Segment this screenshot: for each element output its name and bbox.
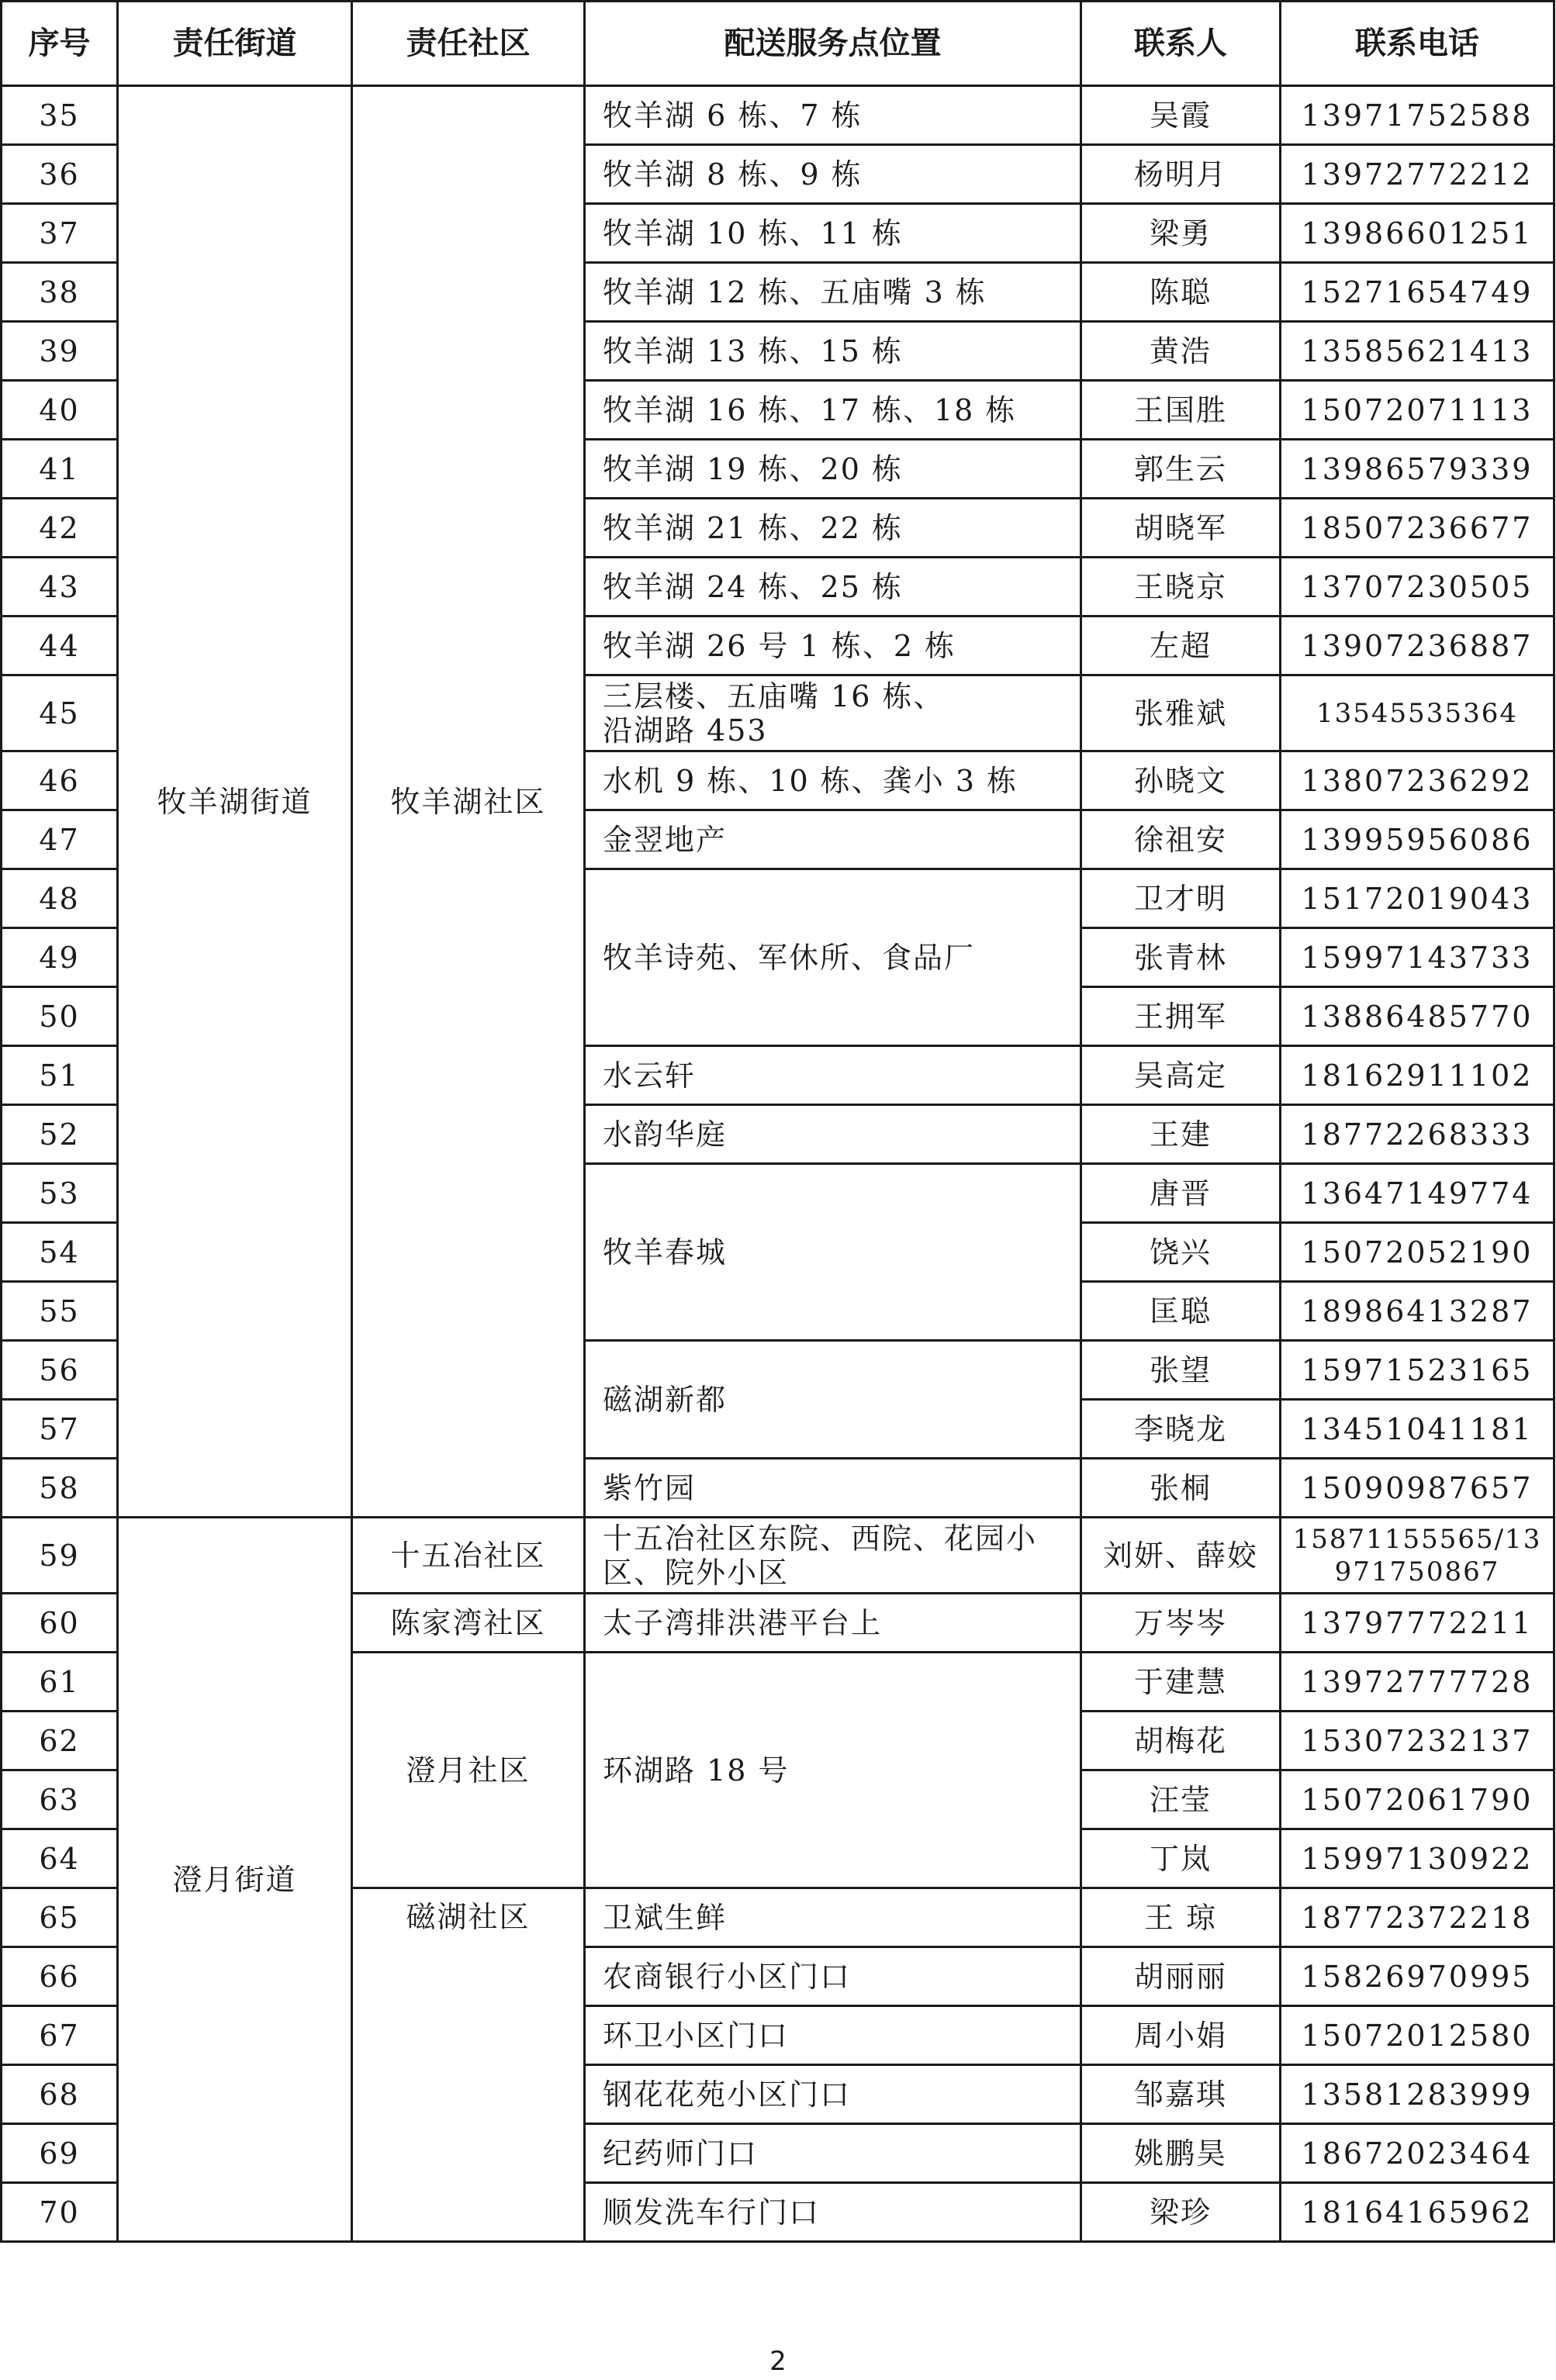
street-cell: 澄月街道 — [118, 1518, 352, 2242]
contact-cell: 匡聪 — [1081, 1282, 1281, 1341]
contact-cell: 周小娟 — [1081, 2006, 1281, 2065]
phone-line: 15871155565/13 — [1292, 1523, 1542, 1555]
phone-cell: 18162911102 — [1281, 1046, 1554, 1105]
header-community: 责任社区 — [352, 2, 585, 86]
seq-cell: 64 — [2, 1829, 118, 1888]
location-cell: 金翌地产 — [585, 810, 1081, 869]
contact-cell: 王晓京 — [1081, 558, 1281, 617]
seq-cell: 59 — [2, 1518, 118, 1594]
contact-cell: 黄浩 — [1081, 322, 1281, 381]
seq-cell: 53 — [2, 1164, 118, 1223]
contact-cell: 丁岚 — [1081, 1829, 1281, 1888]
seq-cell: 37 — [2, 204, 118, 263]
contact-cell: 姚鹏昊 — [1081, 2124, 1281, 2183]
seq-cell: 38 — [2, 263, 118, 322]
location-cell: 牧羊湖 26 号 1 栋、2 栋 — [585, 617, 1081, 675]
location-cell: 农商银行小区门口 — [585, 1947, 1081, 2006]
contact-cell: 张雅斌 — [1081, 675, 1281, 751]
location-cell: 纪药师门口 — [585, 2124, 1081, 2183]
location-cell — [585, 1518, 1081, 1594]
contact-cell: 杨明月 — [1081, 145, 1281, 204]
header-phone: 联系电话 — [1281, 2, 1554, 86]
contact-cell: 万岑岑 — [1081, 1594, 1281, 1653]
location-cell: 牧羊湖 13 栋、15 栋 — [585, 322, 1081, 381]
seq-cell: 43 — [2, 558, 118, 617]
location-cell: 卫斌生鲜 — [585, 1888, 1081, 1947]
seq-cell: 58 — [2, 1459, 118, 1518]
seq-cell: 47 — [2, 810, 118, 869]
street-cell: 牧羊湖街道 — [118, 86, 352, 1518]
contact-cell: 张桐 — [1081, 1459, 1281, 1518]
seq-cell: 52 — [2, 1105, 118, 1164]
seq-cell: 56 — [2, 1341, 118, 1400]
header-contact: 联系人 — [1081, 2, 1281, 86]
phone-cell: 13545535364 — [1281, 675, 1554, 751]
contact-cell: 邹嘉琪 — [1081, 2065, 1281, 2124]
contact-cell: 陈聪 — [1081, 263, 1281, 322]
phone-cell: 13972777728 — [1281, 1653, 1554, 1712]
seq-cell: 70 — [2, 2183, 118, 2242]
location-cell: 钢花花苑小区门口 — [585, 2065, 1081, 2124]
header-location: 配送服务点位置 — [585, 2, 1081, 86]
community-cell: 陈家湾社区 — [352, 1594, 585, 1653]
location-cell: 太子湾排洪港平台上 — [585, 1594, 1081, 1653]
header-seq: 序号 — [2, 2, 118, 86]
seq-cell: 46 — [2, 751, 118, 810]
location-cell: 牧羊湖 16 栋、17 栋、18 栋 — [585, 381, 1081, 440]
contact-cell: 吴高定 — [1081, 1046, 1281, 1105]
location-cell: 牧羊湖 10 栋、11 栋 — [585, 204, 1081, 263]
phone-cell — [1281, 1518, 1554, 1594]
seq-cell: 62 — [2, 1712, 118, 1770]
phone-cell: 13907236887 — [1281, 617, 1554, 675]
phone-cell: 13986601251 — [1281, 204, 1554, 263]
seq-cell: 63 — [2, 1770, 118, 1829]
seq-cell: 66 — [2, 1947, 118, 2006]
location-cell: 牧羊湖 6 栋、7 栋 — [585, 86, 1081, 145]
community-cell: 磁湖社区 — [352, 1888, 585, 2242]
contact-cell: 张青林 — [1081, 928, 1281, 987]
contact-cell: 徐祖安 — [1081, 810, 1281, 869]
contact-cell: 王国胜 — [1081, 381, 1281, 440]
phone-cell: 13995956086 — [1281, 810, 1554, 869]
location-cell — [585, 675, 1081, 751]
seq-cell: 69 — [2, 2124, 118, 2183]
location-cell: 牧羊诗苑、军休所、食品厂 — [585, 869, 1081, 1046]
location-cell: 牧羊湖 19 栋、20 栋 — [585, 440, 1081, 499]
contact-cell: 郭生云 — [1081, 440, 1281, 499]
community-cell: 十五冶社区 — [352, 1518, 585, 1594]
seq-cell: 67 — [2, 2006, 118, 2065]
contact-cell: 刘妍、薛姣 — [1081, 1518, 1281, 1594]
phone-cell: 15072052190 — [1281, 1223, 1554, 1282]
contact-cell: 饶兴 — [1081, 1223, 1281, 1282]
seq-cell: 54 — [2, 1223, 118, 1282]
community-cell: 澄月社区 — [352, 1653, 585, 1888]
location-cell: 水机 9 栋、10 栋、龚小 3 栋 — [585, 751, 1081, 810]
location-cell: 环湖路 18 号 — [585, 1653, 1081, 1888]
phone-cell: 15172019043 — [1281, 869, 1554, 928]
header-row — [2, 2, 1554, 86]
location-cell: 牧羊湖 21 栋、22 栋 — [585, 499, 1081, 558]
phone-cell: 15971523165 — [1281, 1341, 1554, 1400]
phone-cell: 15271654749 — [1281, 263, 1554, 322]
seq-cell: 55 — [2, 1282, 118, 1341]
phone-cell: 13585621413 — [1281, 322, 1554, 381]
seq-cell: 40 — [2, 381, 118, 440]
seq-cell: 61 — [2, 1653, 118, 1712]
location-cell: 磁湖新都 — [585, 1341, 1081, 1459]
phone-cell: 15826970995 — [1281, 1947, 1554, 2006]
contact-cell: 王建 — [1081, 1105, 1281, 1164]
phone-cell: 18507236677 — [1281, 499, 1554, 558]
contact-cell: 孙晓文 — [1081, 751, 1281, 810]
phone-cell: 15307232137 — [1281, 1712, 1554, 1770]
contact-cell: 胡梅花 — [1081, 1712, 1281, 1770]
phone-cell: 13807236292 — [1281, 751, 1554, 810]
phone-cell: 13707230505 — [1281, 558, 1554, 617]
phone-line: 971750867 — [1334, 1556, 1500, 1587]
location-cell: 紫竹园 — [585, 1459, 1081, 1518]
seq-cell: 42 — [2, 499, 118, 558]
table-row — [2, 1518, 1554, 1594]
location-cell: 环卫小区门口 — [585, 2006, 1081, 2065]
seq-cell: 51 — [2, 1046, 118, 1105]
phone-cell: 18986413287 — [1281, 1282, 1554, 1341]
contact-cell: 李晓龙 — [1081, 1400, 1281, 1459]
contact-cell: 张望 — [1081, 1341, 1281, 1400]
location-line: 区、院外小区 — [603, 1555, 790, 1590]
phone-cell: 13581283999 — [1281, 2065, 1554, 2124]
phone-cell: 15072061790 — [1281, 1770, 1554, 1829]
location-cell: 牧羊湖 24 栋、25 栋 — [585, 558, 1081, 617]
seq-cell: 57 — [2, 1400, 118, 1459]
page-number: 2 — [769, 2346, 787, 2377]
contact-cell: 于建慧 — [1081, 1653, 1281, 1712]
contact-cell: 唐晋 — [1081, 1164, 1281, 1223]
phone-cell: 13971752588 — [1281, 86, 1554, 145]
contact-cell: 左超 — [1081, 617, 1281, 675]
contact-cell: 胡晓军 — [1081, 499, 1281, 558]
phone-cell: 15090987657 — [1281, 1459, 1554, 1518]
contact-cell: 梁勇 — [1081, 204, 1281, 263]
contact-cell: 王 琼 — [1081, 1888, 1281, 1947]
phone-cell: 15997130922 — [1281, 1829, 1554, 1888]
contact-cell: 吴霞 — [1081, 86, 1281, 145]
location-cell: 牧羊春城 — [585, 1164, 1081, 1341]
seq-cell: 48 — [2, 869, 118, 928]
phone-cell: 18164165962 — [1281, 2183, 1554, 2242]
phone-cell: 13972772212 — [1281, 145, 1554, 204]
seq-cell: 36 — [2, 145, 118, 204]
contact-cell: 汪莹 — [1081, 1770, 1281, 1829]
location-line: 沿湖路 453 — [603, 713, 768, 748]
phone-cell: 18772268333 — [1281, 1105, 1554, 1164]
phone-cell: 15072012580 — [1281, 2006, 1554, 2065]
phone-cell: 13886485770 — [1281, 987, 1554, 1046]
phone-cell: 13986579339 — [1281, 440, 1554, 499]
community-cell: 牧羊湖社区 — [352, 86, 585, 1518]
seq-cell: 49 — [2, 928, 118, 987]
location-cell: 水韵华庭 — [585, 1105, 1081, 1164]
phone-cell: 18672023464 — [1281, 2124, 1554, 2183]
seq-cell: 41 — [2, 440, 118, 499]
seq-cell: 39 — [2, 322, 118, 381]
phone-cell: 15072071113 — [1281, 381, 1554, 440]
location-cell: 牧羊湖 8 栋、9 栋 — [585, 145, 1081, 204]
seq-cell: 45 — [2, 675, 118, 751]
seq-cell: 44 — [2, 617, 118, 675]
phone-cell: 15997143733 — [1281, 928, 1554, 987]
seq-cell: 35 — [2, 86, 118, 145]
contact-cell: 梁珍 — [1081, 2183, 1281, 2242]
phone-cell: 13647149774 — [1281, 1164, 1554, 1223]
location-cell: 顺发洗车行门口 — [585, 2183, 1081, 2242]
seq-cell: 65 — [2, 1888, 118, 1947]
phone-cell: 13451041181 — [1281, 1400, 1554, 1459]
contact-cell: 王拥军 — [1081, 987, 1281, 1046]
location-line: 十五冶社区东院、西院、花园小 — [603, 1521, 1038, 1556]
seq-cell: 60 — [2, 1594, 118, 1653]
location-line: 三层楼、五庙嘴 16 栋、 — [603, 679, 945, 713]
location-cell: 牧羊湖 12 栋、五庙嘴 3 栋 — [585, 263, 1081, 322]
location-cell: 水云轩 — [585, 1046, 1081, 1105]
phone-cell: 18772372218 — [1281, 1888, 1554, 1947]
seq-cell: 68 — [2, 2065, 118, 2124]
phone-cell: 13797772211 — [1281, 1594, 1554, 1653]
contact-cell: 卫才明 — [1081, 869, 1281, 928]
contact-cell: 胡丽丽 — [1081, 1947, 1281, 2006]
header-street: 责任街道 — [118, 2, 352, 86]
seq-cell: 50 — [2, 987, 118, 1046]
table-row — [2, 86, 1554, 145]
